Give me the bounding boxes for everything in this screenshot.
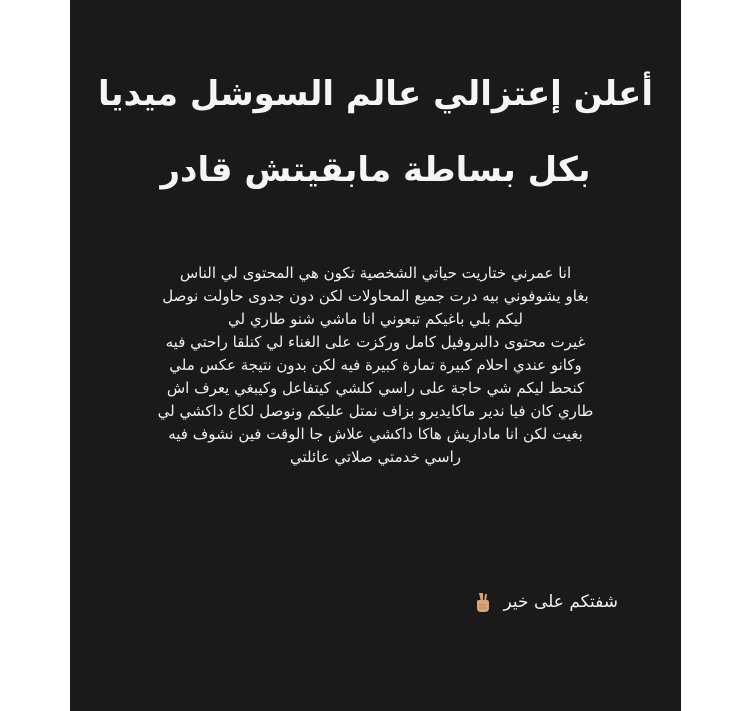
signoff-text: شفتكم على خير (503, 592, 618, 612)
body-line: غيرت محتوى دالبروفيل كامل وركزت على الغناء لي كنلقا راحتي فيه (165, 333, 586, 351)
headline-line-2: بكل بساطة مابقيتش قادر (160, 150, 591, 190)
announcement-body (100, 262, 651, 469)
story-card (70, 0, 681, 711)
body-line: بغيت لكن انا ماداريش هاكا داكشي علاش جا الوقت فين نشوف فيه (168, 425, 583, 443)
body-line: طاري كان فيا ندير ماكايديرو بزاف نمتل عليكم ونوصل لكاع داكشي لي (157, 402, 594, 420)
body-line: ليكم بلي باغيكم تبعوني انا ماشي شنو طاري لي (228, 310, 523, 328)
body-line: بغاو يشوفوني بيه درت جميع المحاولات لكن دون جدوى حاولت نوصل (162, 287, 589, 305)
body-line: وكانو عندي احلام كبيرة تمارة كبيرة فيه لكن بدون نتيجة عكس ملي (169, 356, 582, 374)
body-line: راسي خدمتي صلاتي عائلتي (289, 448, 462, 466)
body-line: كنحط ليكم شي حاجة على راسي كلشي كيتفاعل وكيبغي يعرف اش (166, 379, 585, 397)
headline-line-1: أعلن إعتزالي عالم السوشل ميديا (97, 74, 654, 114)
victory-hand-icon (474, 591, 492, 613)
signoff (474, 590, 618, 614)
body-line: انا عمرني ختاريت حياتي الشخصية تكون هي المحتوى لي الناس (179, 264, 572, 282)
